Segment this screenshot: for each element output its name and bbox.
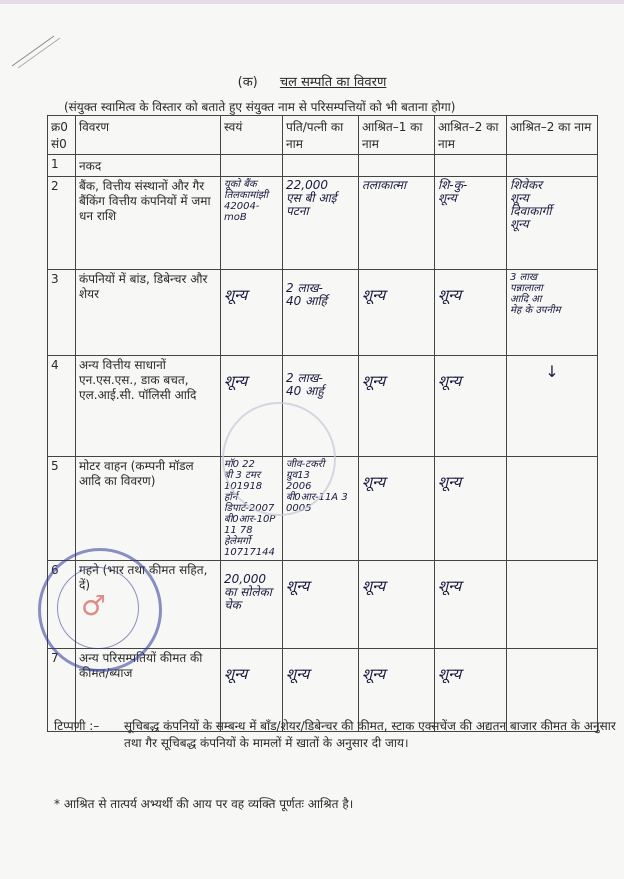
header-self: स्वयं [221, 116, 283, 155]
handwritten-entry: शून्य [362, 665, 386, 683]
handwritten-entry: शून्य [362, 372, 386, 390]
arrow-down-icon: ↓ [545, 362, 559, 381]
note-label: टिप्पणी :– [54, 719, 100, 733]
handwritten-entry: 22,000 एस बी आई पटना [286, 178, 337, 218]
handwritten-entry: 20,000 का सोलेका चेक [224, 572, 272, 612]
row-num: 2 [48, 177, 76, 270]
row-num: 3 [48, 270, 76, 356]
row-desc: नकद [76, 155, 221, 177]
header-dependent-1: आश्रित–1 का नाम [359, 116, 435, 155]
row-desc: मोटर वाहन (कम्पनी मॉडल आदि का विवरण) [76, 457, 221, 561]
handwritten-entry: शून्य [286, 577, 310, 595]
margin-pen-mark [10, 30, 70, 70]
handwritten-entry: शून्य [224, 286, 248, 304]
signature-mark-icon: ♂ [81, 589, 107, 622]
row-num: 1 [48, 155, 76, 177]
row-num: 5 [48, 457, 76, 561]
row-desc: अन्य परिसम्पतियों कीमत की कीमत/ब्याज [76, 649, 221, 732]
handwritten-entry: 2 लाख- 40 आर्हि [286, 281, 327, 308]
header-spouse: पति/पत्नी का नाम [283, 116, 359, 155]
footnote: * आश्रित से तात्पर्य अभ्यर्थी की आय पर वह व्यक्ति पूर्णतः आश्रित है। [54, 797, 354, 811]
table-row [48, 155, 598, 177]
header-description: विवरण [76, 116, 221, 155]
handwritten-entry: शून्य [224, 372, 248, 390]
row-num: 6 [48, 561, 76, 649]
handwritten-entry: 2 लाख- 40 आर्हु [286, 371, 324, 398]
row-num: 4 [48, 356, 76, 457]
section-heading: चल सम्पति का विवरण [279, 75, 387, 90]
section-subtitle: (संयुक्त स्वामित्व के विस्तार को बताते हुए संयुक्त नाम से परिसम्पत्तियों को भी बताना होगा) [64, 100, 456, 114]
note-text: सूचिबद्ध कंपनियों के सम्बन्ध में बाँड/शेयर/डिबेन्चर की कीमत, स्टाक एक्सचेंज की अद्यतन बाजार कीमत के अनुसार तथा गैर सूचिबद्ध कंपनियों के मामलों में खातों के अनुसार दी जाय। [124, 719, 616, 750]
handwritten-entry: यूको बैंक तिलकामांझी 42004- moB [224, 179, 269, 223]
row-desc: कंपनियों में बांड, डिबेन्चर और शेयर [76, 270, 221, 356]
faint-seal-stamp [222, 402, 336, 516]
handwritten-entry: मॉ0 22 बी 3 टमर 101918 हॉर्न डिपार्ट-2007 बी0आर-10P 11 78 हेलेमर्गो 10717144 [224, 459, 276, 558]
handwritten-entry: शून्य [438, 286, 462, 304]
handwritten-entry: शून्य [362, 286, 386, 304]
handwritten-entry: शून्य [438, 372, 462, 390]
handwritten-entry: शून्य [286, 665, 310, 683]
header-serial: क्र0 सं0 [48, 116, 76, 155]
row-desc: अन्य वित्तीय साधानों एन.एस.एस., डाक बचत, एल.आई.सी. पॉलिसी आदि [76, 356, 221, 457]
scan-edge [0, 0, 624, 4]
handwritten-entry: शिवेकर शून्य दिवाकार्गी शून्य [510, 178, 552, 231]
handwritten-entry: शून्य [438, 577, 462, 595]
handwritten-entry: शून्य [438, 665, 462, 683]
header-dependent-3: आश्रित–2 का नाम [507, 116, 598, 155]
handwritten-entry: शि-कु- शून्य [438, 178, 468, 205]
table-row [48, 177, 598, 270]
handwritten-entry: शून्य [362, 473, 386, 491]
handwritten-entry: शून्य [438, 473, 462, 491]
section-title [0, 72, 624, 90]
handwritten-entry: तलाकात्मा [362, 178, 407, 192]
row-num: 7 [48, 649, 76, 732]
notary-stamp [38, 548, 162, 672]
row-desc: बैंक, वित्तीय संस्थानों और गैर बैंकिंग वित्तीय कंपनियों में जमा धन राशि [76, 177, 221, 270]
handwritten-entry: जीव-टकरी ग्रुव13 2006 बी0आर-11A 3 0005 [286, 459, 348, 514]
header-dependent-2: आश्रित–2 का नाम [435, 116, 507, 155]
handwritten-entry: 3 लाख पन्नालाला आदि आ मेह के उपनीम [510, 272, 561, 316]
handwritten-entry: शून्य [224, 665, 248, 683]
table-header-row [48, 116, 598, 155]
table-row [48, 270, 598, 356]
row-desc: गहने (भार तथा कीमत सहित, दें) [76, 561, 221, 649]
section-prefix: (क) [237, 75, 258, 90]
handwritten-entry: शून्य [362, 577, 386, 595]
